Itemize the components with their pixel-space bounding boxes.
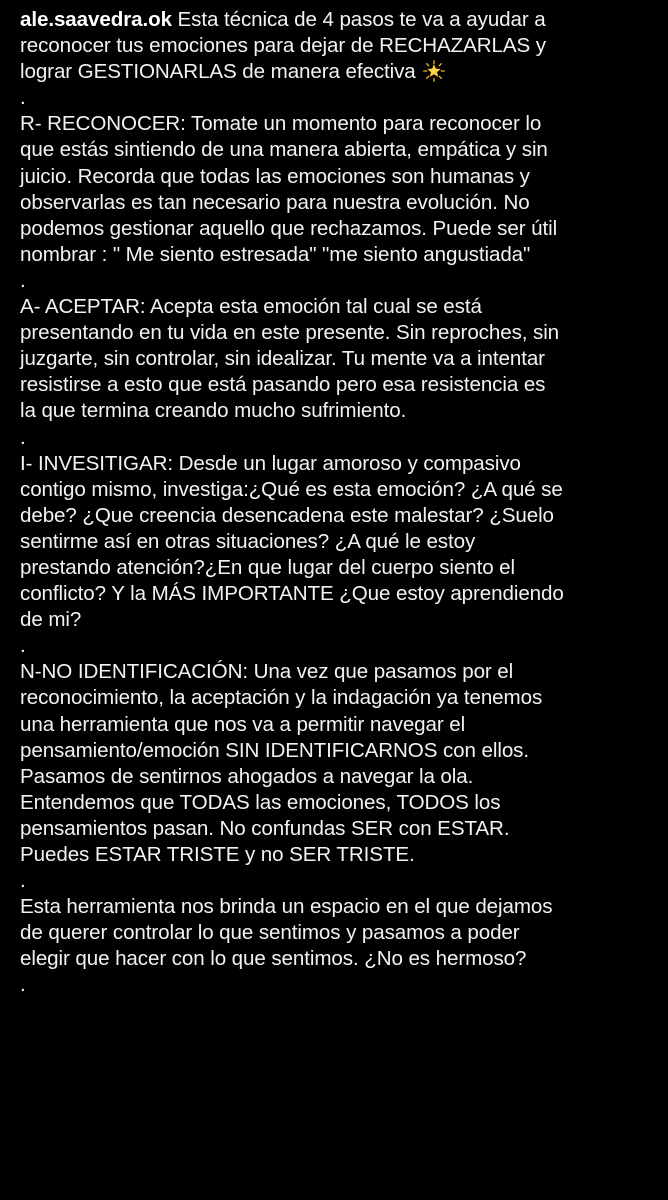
text-line: I- INVESITIGAR: Desde un lugar amoroso y compasivo: [20, 451, 521, 475]
username[interactable]: ale.saavedra.ok: [20, 8, 172, 31]
text-line: juzgarte, sin controlar, sin idealizar. Tu mente va a intentar: [20, 347, 545, 371]
section-aceptar: [20, 294, 650, 424]
text-line: la que termina creando mucho sufrimiento.: [20, 399, 407, 423]
text-line: de querer controlar lo que sentimos y pasamos a poder: [20, 921, 520, 945]
text-line: Pasamos de sentirnos ahogados a navegar la ola.: [20, 764, 474, 788]
caption-intro-line-3: lograr GESTIONARLAS de manera efectiva: [20, 59, 650, 85]
section-investigar: [20, 451, 650, 634]
text-line: resistirse a esto que está pasando pero esa resistencia es: [20, 373, 546, 397]
text-line: Entendemos que TODAS las emociones, TODOS los: [20, 790, 501, 814]
text-line: podemos gestionar aquello que rechazamos. Puede ser útil: [20, 216, 558, 240]
separator-dot: .: [20, 268, 26, 292]
text-line: conflicto? Y la MÁS IMPORTANTE ¿Que estoy aprendiendo: [20, 582, 564, 606]
caption-intro-line-2: reconocer tus emociones para dejar de RECHAZARLAS y: [20, 34, 547, 58]
separator-dot: .: [20, 425, 26, 449]
text-line: observarlas es tan necesario para nuestra evolución. No: [20, 190, 530, 214]
separator-dot: .: [20, 973, 26, 997]
post-caption: [20, 7, 650, 999]
section-no-identificacion: [20, 659, 650, 868]
text-line: R- RECONOCER: Tomate un momento para reconocer lo: [20, 112, 542, 136]
glowing-star-icon: [423, 60, 445, 82]
text-line: juicio. Recorda que todas las emociones son humanas y: [20, 164, 530, 188]
text-line: una herramienta que nos va a permitir navegar el: [20, 712, 466, 736]
text-line: pensamiento/emoción SIN IDENTIFICARNOS con ellos.: [20, 738, 529, 762]
text-line: A- ACEPTAR: Acepta esta emoción tal cual se está: [20, 295, 482, 319]
caption-intro-line-1: ale.saavedra.ok Esta técnica de 4 pasos te va a ayudar a: [20, 8, 546, 31]
text-line: Puedes ESTAR TRISTE y no SER TRISTE.: [20, 843, 415, 866]
text-line: contigo mismo, investiga:¿Qué es esta emoción? ¿A qué se: [20, 477, 563, 501]
text-line: Esta herramienta nos brinda un espacio en el que dejamos: [20, 895, 553, 919]
separator-dot: .: [20, 86, 26, 110]
text-line: de mi?: [20, 608, 82, 632]
text-line: que estás sintiendo de una manera abierta, empática y sin: [20, 138, 548, 162]
text-line: elegir que hacer con lo que sentimos. ¿No es hermoso?: [20, 947, 527, 971]
text-line: sentirme así en otras situaciones? ¿A qué le estoy: [20, 529, 476, 553]
text-line: reconocimiento, la aceptación y la indagación ya tenemos: [20, 686, 543, 710]
text-line: prestando atención?¿En que lugar del cuerpo siento el: [20, 555, 516, 579]
text-line: pensamientos pasan. No confundas SER con ESTAR.: [20, 816, 510, 840]
section-cierre: [20, 894, 650, 972]
text-line: N-NO IDENTIFICACIÓN: Una vez que pasamos por el: [20, 660, 514, 684]
separator-dot: .: [20, 634, 26, 658]
section-reconocer: [20, 111, 650, 268]
text-line: debe? ¿Que creencia desencadena este malestar? ¿Suelo: [20, 503, 554, 527]
text-line: nombrar : " Me siento estresada" "me siento angustiada": [20, 242, 531, 266]
text-line: presentando en tu vida en este presente. Sin reproches, sin: [20, 321, 560, 345]
separator-dot: .: [20, 869, 26, 893]
